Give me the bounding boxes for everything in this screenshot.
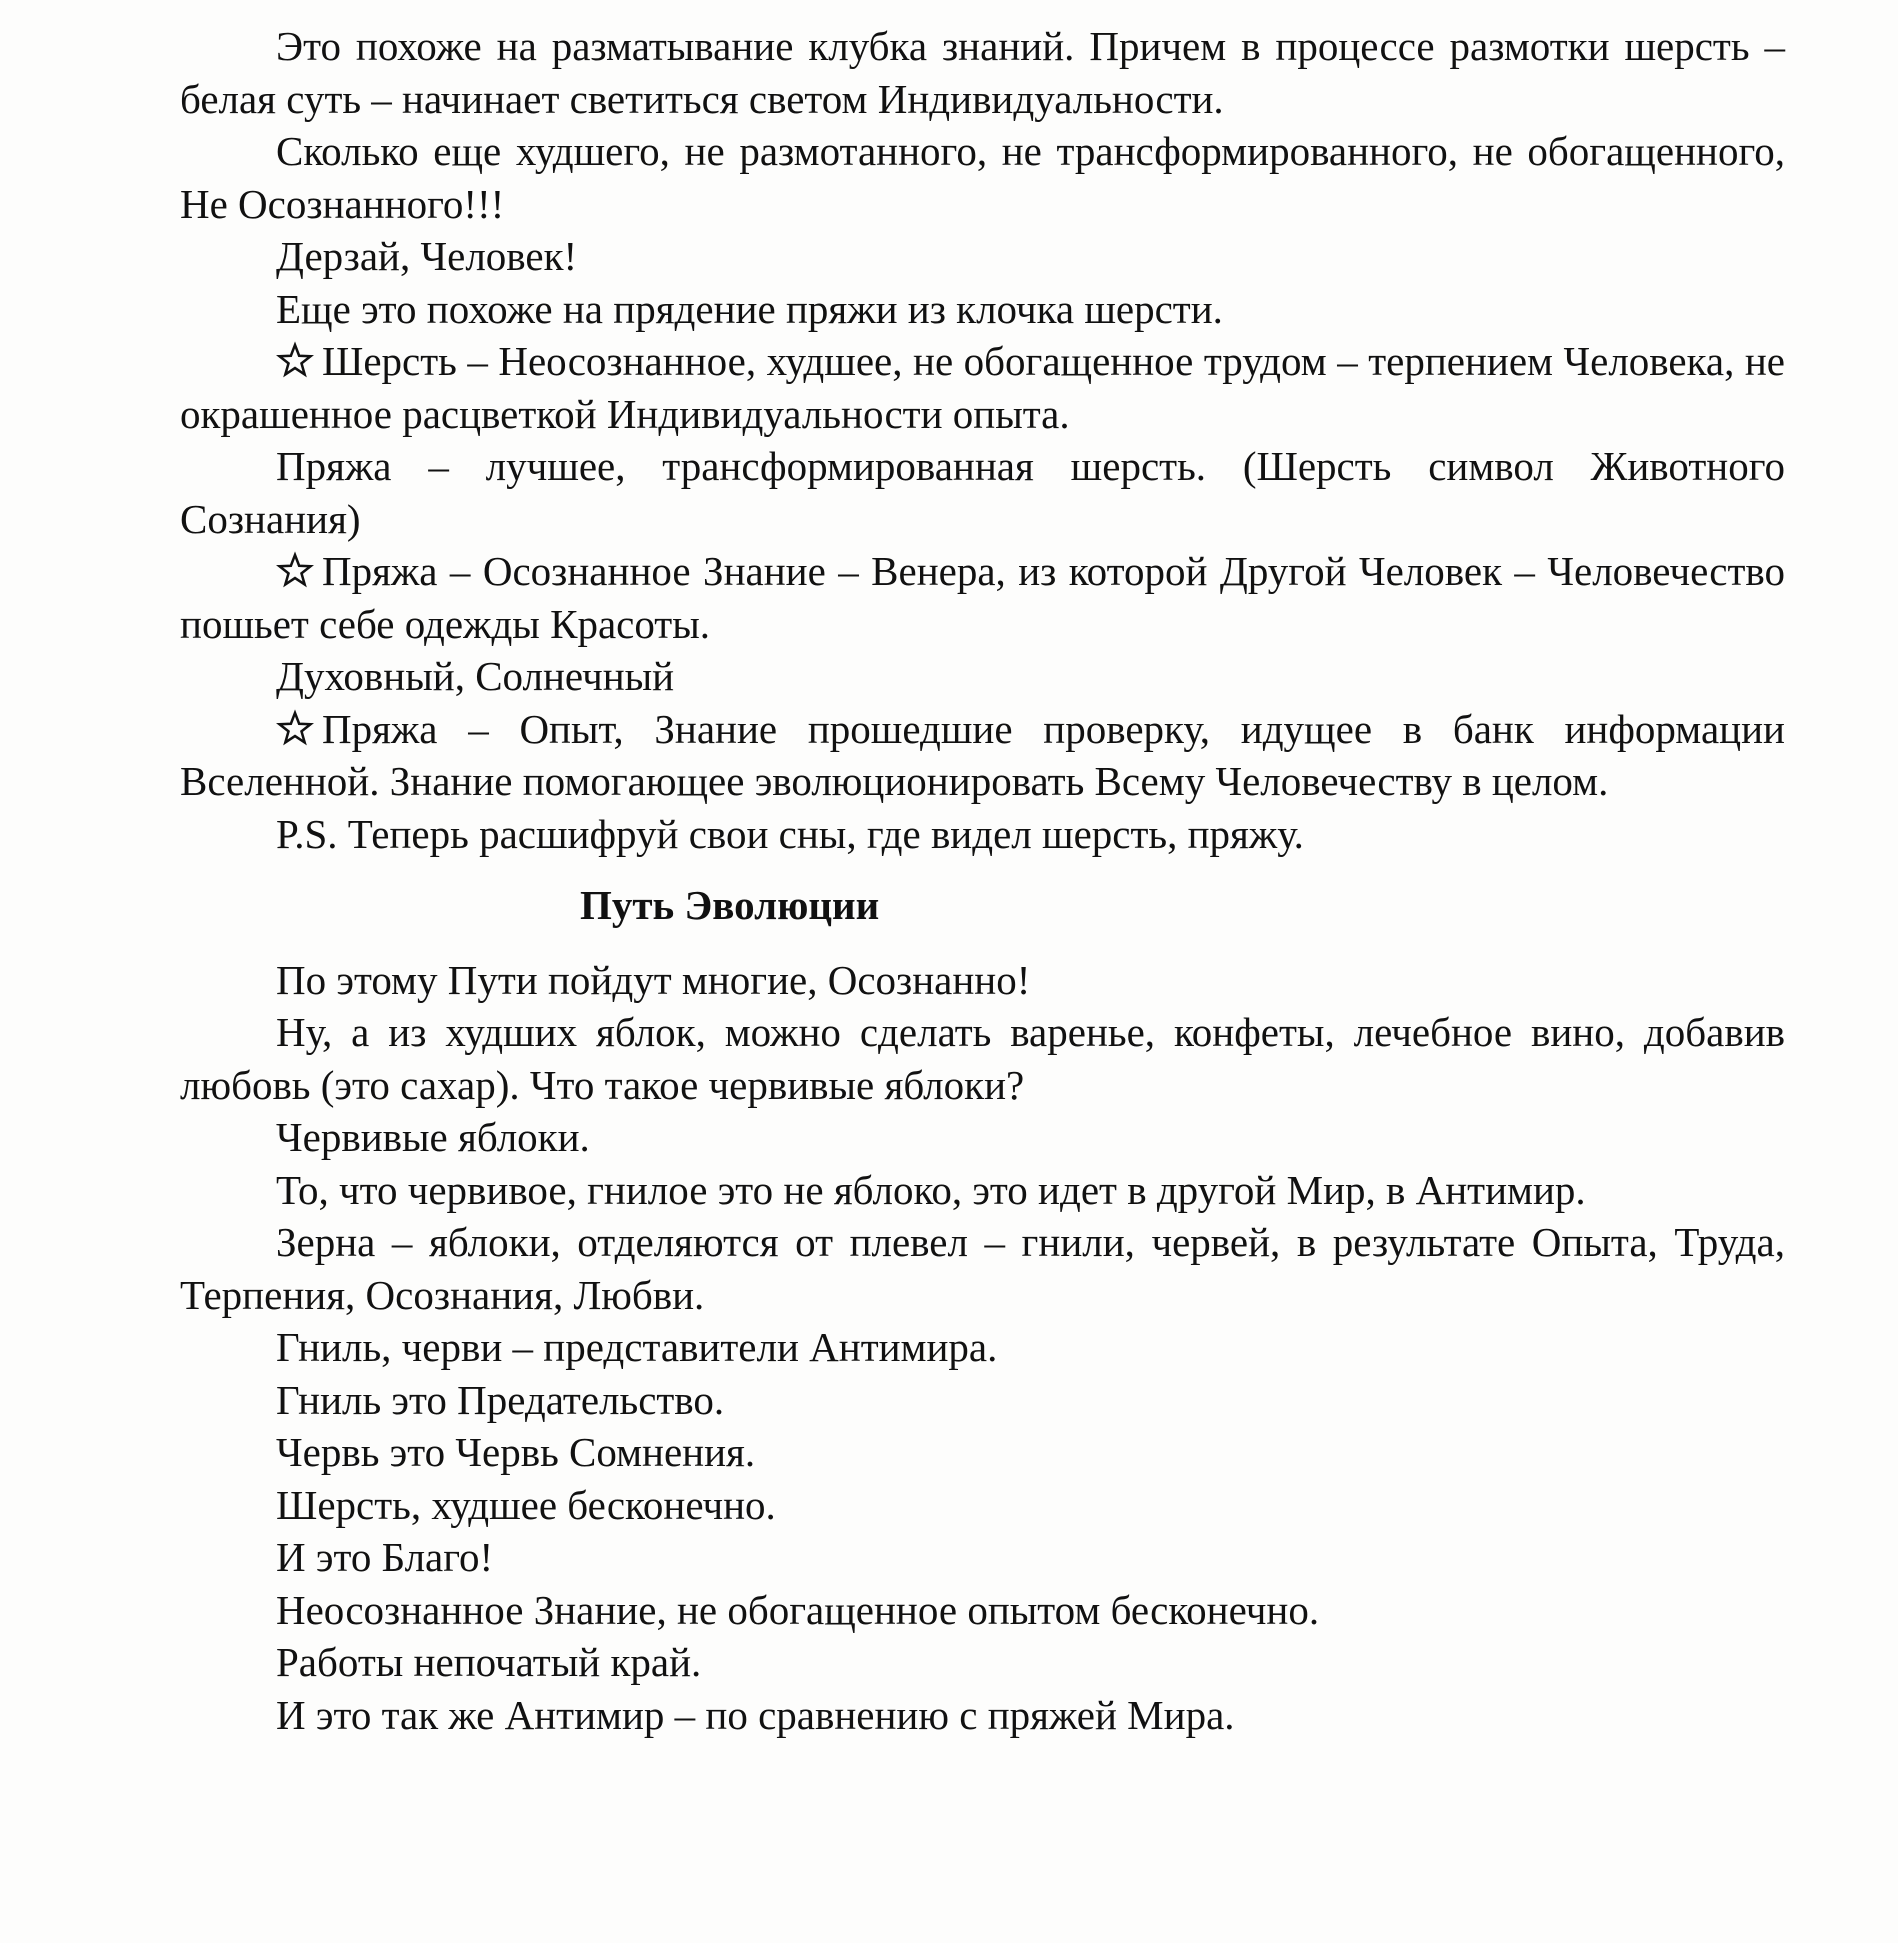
paragraph: P.S. Теперь расшифруй свои сны, где видел шерсть, пряжу. [276, 810, 1304, 857]
paragraph: Шерсть, худшее бесконечно. [276, 1481, 776, 1528]
star-outline-icon [276, 545, 322, 598]
star-paragraph: Шерсть – Неосознанное, худшее, не обогащенное трудом – терпением Человека, не окрашенное расцветкой Индивидуальности опыта. [180, 335, 1785, 440]
star-paragraph: Пряжа – Опыт, Знание прошедшие проверку, идущее в банк информации Вселенной. Знание помогающее эволюционировать Всему Человечеству в целом. [180, 703, 1785, 808]
paragraph: Гниль, черви – представители Антимира. [276, 1324, 998, 1370]
paragraph: Это похоже на разматывание клубка знаний. Причем в процессе размотки шерсть – белая суть – начинает светиться светом Индивидуальности. [180, 23, 1785, 122]
paragraph: Червивые яблоки. [276, 1114, 590, 1160]
paragraph: Неосознанное Знание, не обогащенное опытом бесконечно. [276, 1586, 1320, 1633]
bottom-section [180, 954, 1785, 1742]
paragraph: Духовный, Солнечный [276, 653, 675, 699]
paragraph: Сколько еще худшего, не размотанного, не трансформированного, не обогащенного, Не Осознанного!!! [180, 128, 1785, 227]
paragraph: Червь это Червь Сомнения. [276, 1429, 756, 1475]
paragraph: И это Благо! [276, 1534, 494, 1580]
star-paragraph: Пряжа – Осознанное Знание – Венера, из которой Другой Человек – Человечество пошьет себе одежды Красоты. [180, 545, 1785, 650]
star-outline-icon [276, 335, 322, 388]
section-heading: Путь Эволюции [580, 882, 880, 928]
page-body [180, 20, 1785, 1741]
paragraph: Дерзай, Человек! [276, 233, 578, 279]
paragraph: Работы непочатый край. [276, 1639, 702, 1685]
paragraph: То, что червивое, гнилое это не яблоко, это идет в другой Мир, в Антимир. [276, 1166, 1586, 1213]
paragraph: Еще это похоже на прядение пряжи из клочка шерсти. [276, 285, 1223, 332]
paragraph: По этому Пути пойдут многие, Осознанно! [276, 956, 1031, 1003]
paragraph: Пряжа – лучшее, трансформированная шерсть. (Шерсть символ Животного Сознания) [180, 443, 1785, 542]
star-outline-icon [276, 703, 322, 756]
paragraph: Ну, а из худших яблок, можно сделать варенье, конфеты, лечебное вино, добавив любовь (это сахар). Что такое червивые яблоки? [180, 1009, 1785, 1108]
paragraph: Зерна – яблоки, отделяются от плевел – гнили, червей, в результате Опыта, Труда, Терпения, Осознания, Любви. [180, 1219, 1785, 1318]
paragraph: Гниль это Предательство. [276, 1376, 725, 1423]
top-section [180, 20, 1785, 860]
paragraph: И это так же Антимир – по сравнению с пряжей Мира. [276, 1691, 1235, 1738]
